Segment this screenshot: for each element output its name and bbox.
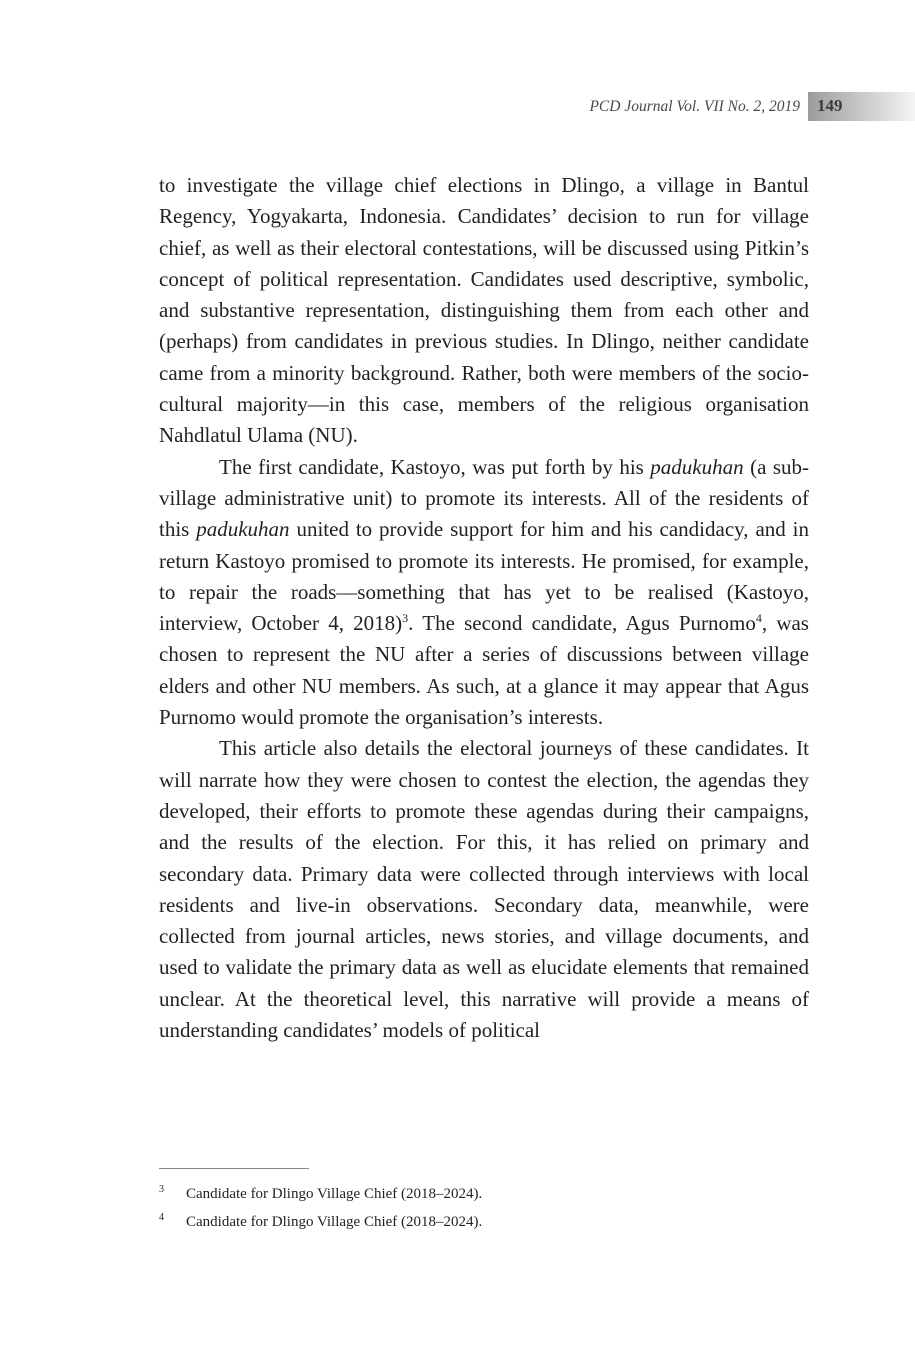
p2-text-c: (a sub-village administrative unit) to promote its interests. All of the residents of this	[159, 454, 810, 542]
footnote-text: Candidate for Dlingo Village Chief (2018–2024).	[186, 1214, 483, 1230]
footnote-3	[159, 1184, 809, 1212]
footnote-mark: 4	[159, 1212, 164, 1223]
footnote-ref-4[interactable]: 4	[755, 611, 762, 626]
paragraph-1: to investigate the village chief elections in Dlingo, a village in Bantul Regency, Yogyakarta, Indonesia. Candidates’ decision to run for village chief, as well as their electoral contestations, will be discussed using Pitkin’s concept of political representation. Candidates used descriptive, symbolic, and substantive representation, distinguishing them from each other and (perhaps) from candidates in previous studies. In Dlingo, neither candidate came from a minority background. Rather, both were members of the socio-cultural majority—in this case, members of the religious organisation Nahdlatul Ulama (NU).	[159, 173, 809, 448]
footnote-mark: 3	[159, 1184, 164, 1195]
footnote-ref-3[interactable]: 3	[402, 611, 409, 626]
p2-text-e: united to provide support for him and his candidacy, and in return Kastoyo promised to promote its interests. He promised, for example, to repair the roads—something that has yet to be realised (Kastoyo, interview, October 4, 2018)	[159, 517, 809, 636]
page-number: 149	[817, 96, 843, 115]
p2-text-a: The first candidate, Kastoyo, was put forth by his	[219, 454, 651, 479]
footnote-separator	[159, 1168, 309, 1169]
page-number-tab	[808, 92, 915, 121]
paragraph-3: This article also details the electoral journeys of these candidates. It will narrate how they were chosen to contest the election, the agendas they developed, their efforts to promote these agendas during their campaigns, and the results of the election. For this, it has relied on primary and secondary data. Primary data were collected through interviews with local residents and live-in observations. Secondary data, meanwhile, were collected from journal articles, news stories, and village documents, and used to validate the primary data as well as elucidate elements that remained unclear. At the theoretical level, this narrative will provide a means of understanding candidates’ models of political	[159, 736, 809, 1043]
running-head: PCD Journal Vol. VII No. 2, 2019	[589, 98, 800, 115]
p2-text-f: . The second candidate, Agus Purnomo	[408, 611, 756, 636]
p2-text-g: , was chosen to represent the NU after a series of discussions between village elders and other NU members. As such, at a glance it may appear that Agus Purnomo would promote the organisation’s interests.	[159, 611, 809, 730]
paragraph-2	[159, 452, 809, 734]
p2-italic-term-1: padukuhan	[650, 454, 744, 479]
body-text	[159, 170, 809, 1046]
p2-italic-term-2: padukuhan	[196, 517, 290, 542]
footnote-4	[159, 1212, 809, 1240]
footnotes	[159, 1184, 809, 1240]
footnote-text: Candidate for Dlingo Village Chief (2018–2024).	[186, 1186, 483, 1202]
